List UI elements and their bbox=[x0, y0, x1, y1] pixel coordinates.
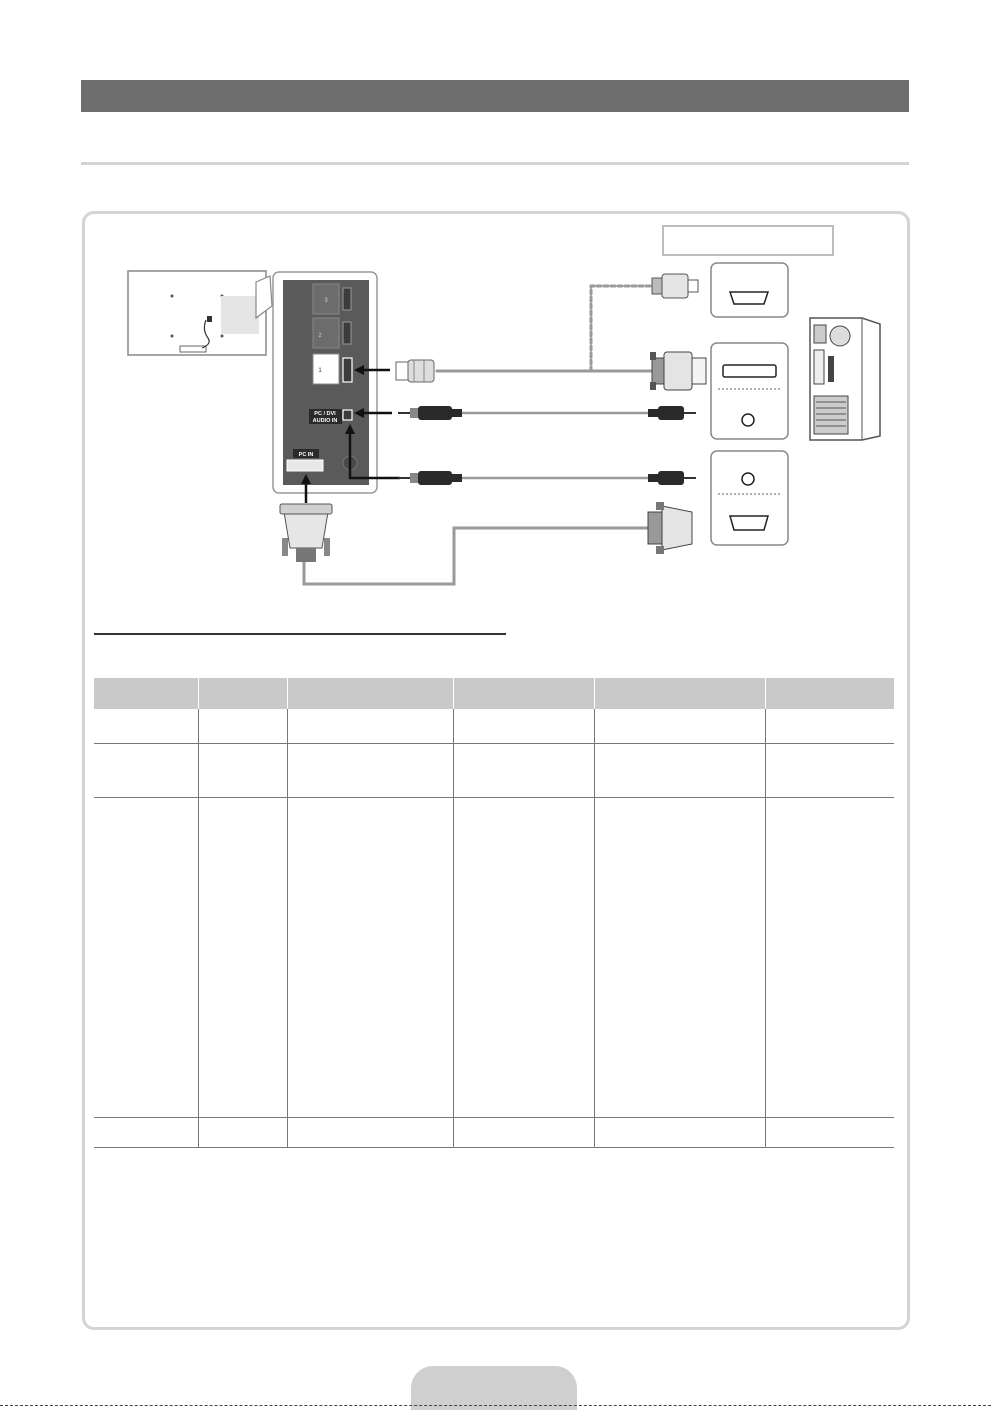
table-cell bbox=[94, 1117, 198, 1147]
table-cell bbox=[594, 797, 765, 1117]
table-header-cell bbox=[765, 678, 894, 709]
table-cell bbox=[287, 709, 453, 743]
dvi-plug-pc-side bbox=[650, 352, 706, 390]
resolution-table bbox=[94, 678, 894, 1148]
table-row bbox=[94, 1117, 894, 1147]
table-cell bbox=[453, 709, 594, 743]
table-cell bbox=[94, 797, 198, 1117]
hdmi-port-label-1: 1 bbox=[318, 368, 322, 374]
table-row bbox=[94, 743, 894, 797]
table-cell bbox=[765, 709, 894, 743]
table-cell bbox=[453, 797, 594, 1117]
pc-tower-icon bbox=[810, 318, 880, 440]
pc-audio-vga-port-panel bbox=[711, 451, 788, 545]
tv-back-thumbnail bbox=[128, 271, 272, 355]
table-cell bbox=[94, 743, 198, 797]
table-cell bbox=[287, 1117, 453, 1147]
cut-line bbox=[0, 1405, 991, 1406]
table-header-row bbox=[94, 678, 894, 709]
audio-in-label-line2: AUDIO IN bbox=[312, 418, 338, 424]
table-cell bbox=[94, 709, 198, 743]
table-header-cell bbox=[453, 678, 594, 709]
tv-side-panel bbox=[273, 272, 377, 493]
table-cell bbox=[287, 743, 453, 797]
table-cell bbox=[765, 1117, 894, 1147]
section-underline bbox=[94, 633, 506, 635]
table-cell bbox=[594, 1117, 765, 1147]
table-cell bbox=[594, 743, 765, 797]
audio-plug-tv-side-top bbox=[398, 406, 462, 420]
vga-plug-tv-side bbox=[280, 504, 332, 562]
pc-in-label: PC IN bbox=[298, 452, 314, 458]
table-header-cell bbox=[198, 678, 287, 709]
pc-dvi-audio-port-panel bbox=[711, 343, 788, 439]
vga-plug-pc-side bbox=[648, 502, 692, 554]
table-row bbox=[94, 797, 894, 1117]
hdmi-plug-tv-side bbox=[396, 360, 434, 382]
table-header-cell bbox=[287, 678, 453, 709]
hdmi-port-label-2: 2 bbox=[318, 333, 322, 339]
audio-in-label-line1: PC / DVI bbox=[314, 411, 336, 417]
table-cell bbox=[453, 1117, 594, 1147]
table-row bbox=[94, 709, 894, 743]
audio-plug-pc-side-bottom bbox=[648, 471, 696, 485]
table-cell bbox=[594, 709, 765, 743]
hdmi-port-label-3: 3 bbox=[324, 298, 328, 304]
pc-hdmi-port-panel bbox=[711, 263, 788, 317]
table-header-cell bbox=[94, 678, 198, 709]
table-cell bbox=[198, 709, 287, 743]
connection-diagram bbox=[0, 0, 991, 640]
audio-plug-tv-side-bottom bbox=[398, 471, 462, 485]
table-cell bbox=[765, 797, 894, 1117]
table-cell bbox=[287, 797, 453, 1117]
table-cell bbox=[765, 743, 894, 797]
table-header-cell bbox=[594, 678, 765, 709]
audio-plug-pc-side-top bbox=[648, 406, 696, 420]
page-number-tab bbox=[411, 1366, 577, 1410]
table-cell bbox=[198, 797, 287, 1117]
table-cell bbox=[453, 743, 594, 797]
hdmi-plug-pc-side bbox=[652, 274, 698, 298]
table-cell bbox=[198, 1117, 287, 1147]
table-cell bbox=[198, 743, 287, 797]
